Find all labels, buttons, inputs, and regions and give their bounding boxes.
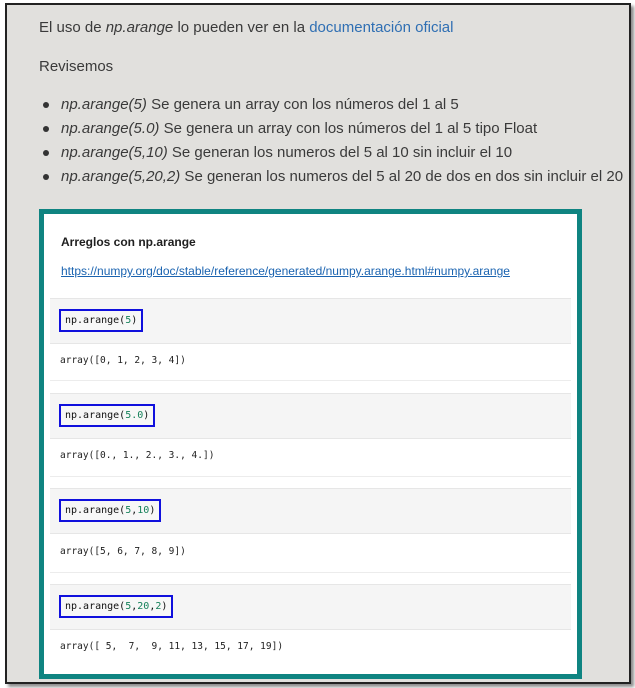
code-cell-output: array([0., 1., 2., 3., 4.]) (60, 450, 215, 461)
code-fn: np.arange( (65, 505, 126, 516)
bullet-code: np.arange(5,20,2) (61, 168, 181, 185)
intro-paragraph (39, 19, 453, 36)
code-arg: 2 (155, 601, 162, 612)
content-frame (5, 3, 631, 684)
bullet-code: np.arange(5,10) (61, 144, 168, 161)
notebook-screenshot (39, 209, 582, 679)
docs-link[interactable]: documentación oficial (309, 19, 454, 36)
notebook-title: Arreglos con np.arange (61, 235, 196, 249)
bullet-text: Se generan los numeros del 5 al 20 de dos en dos sin incluir el 20 (180, 168, 624, 185)
code-fn: np.arange( (65, 601, 126, 612)
code-arg: 5 (125, 315, 132, 326)
list-item (37, 165, 623, 189)
code-cell-input[interactable] (50, 584, 571, 630)
code-arg: 5 (125, 601, 132, 612)
code-comma: , (131, 601, 138, 612)
code-cell-input[interactable] (50, 298, 571, 344)
list-item (37, 141, 623, 165)
code-cell-output: array([0, 1, 2, 3, 4]) (60, 355, 186, 366)
revisemos-text: Revisemos (39, 58, 114, 75)
bullet-icon (43, 102, 49, 108)
code-cell-output: array([ 5, 7, 9, 11, 13, 15, 17, 19]) (60, 641, 284, 652)
code-comma: , (131, 505, 138, 516)
code-arg: 5.0 (125, 410, 144, 421)
code-arg: 20 (137, 601, 150, 612)
code-cell-input[interactable] (50, 488, 571, 534)
code-highlight-box (59, 309, 143, 332)
cell-divider (50, 572, 571, 573)
bullet-list (37, 93, 623, 189)
bullet-icon (43, 174, 49, 180)
cell-divider (50, 380, 571, 381)
bullet-text: Se genera un array con los números del 1 al 5 (146, 96, 459, 113)
code-highlight-box (59, 404, 155, 427)
code-close: ) (161, 601, 168, 612)
code-fn: np.arange( (65, 315, 126, 326)
bullet-icon (43, 126, 49, 132)
intro-middle: lo pueden ver en la (173, 19, 310, 36)
bullet-icon (43, 150, 49, 156)
code-close: ) (131, 315, 138, 326)
code-highlight-box (59, 499, 161, 522)
code-fn: np.arange( (65, 410, 126, 421)
intro-func: np.arange (105, 19, 174, 36)
code-comma: , (149, 601, 156, 612)
cell-divider (50, 476, 571, 477)
code-cell-output: array([5, 6, 7, 8, 9]) (60, 546, 186, 557)
code-arg: 5 (125, 505, 132, 516)
code-highlight-box (59, 595, 173, 618)
code-arg: 10 (137, 505, 150, 516)
bullet-code: np.arange(5.0) (61, 120, 160, 137)
notebook-docs-link[interactable]: https://numpy.org/doc/stable/reference/generated/numpy.arange.html#numpy.arange (61, 264, 510, 278)
bullet-text: Se genera un array con los números del 1 al 5 tipo Float (159, 120, 538, 137)
list-item (37, 93, 623, 117)
code-cell-input[interactable] (50, 393, 571, 439)
bullet-text: Se generan los numeros del 5 al 10 sin incluir el 10 (167, 144, 513, 161)
intro-prefix: El uso de (39, 19, 106, 36)
code-close: ) (143, 410, 150, 421)
bullet-code: np.arange(5) (61, 96, 147, 113)
list-item (37, 117, 623, 141)
code-close: ) (149, 505, 156, 516)
